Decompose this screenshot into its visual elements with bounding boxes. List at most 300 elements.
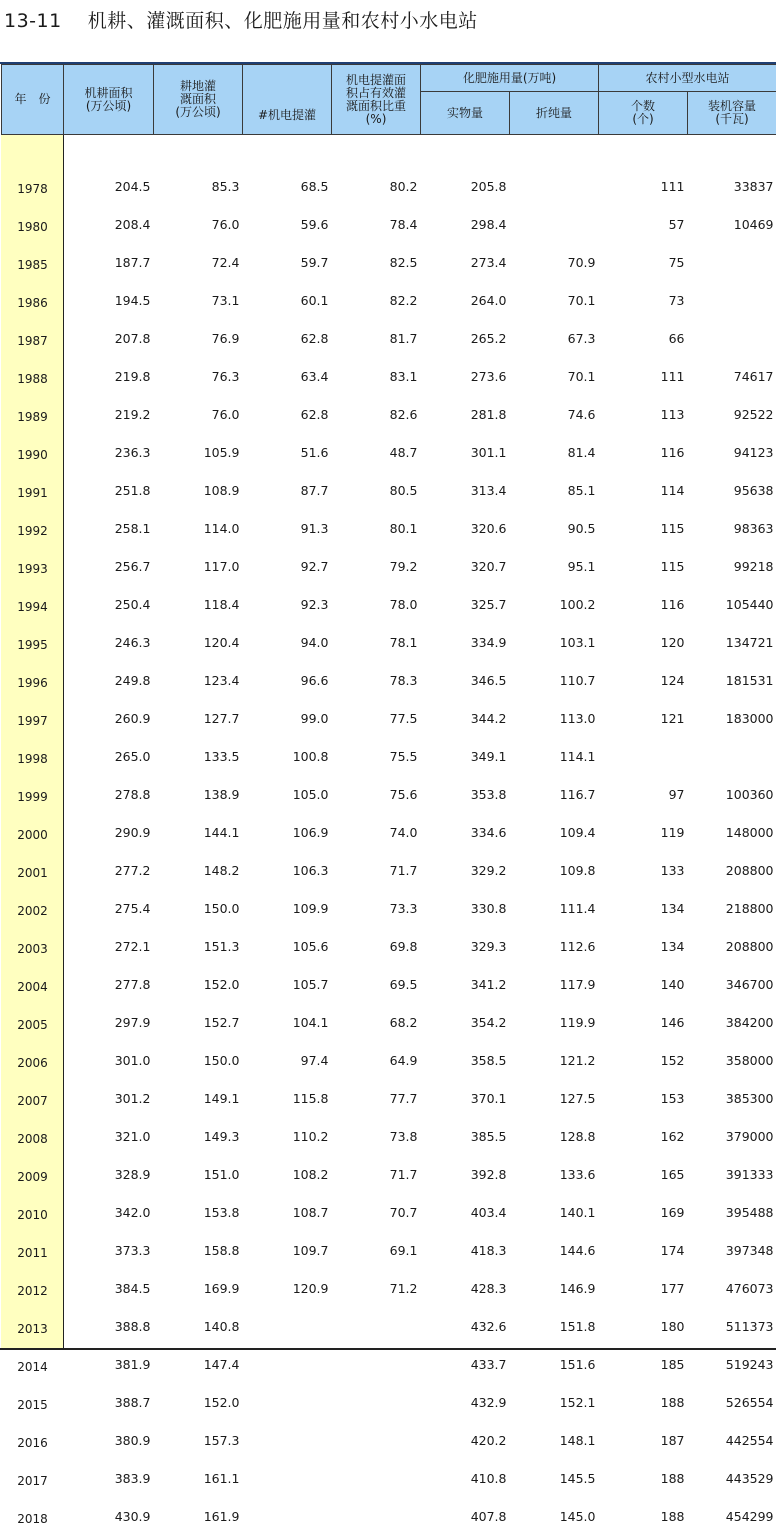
cell-mech-ratio: 77.7 <box>332 1079 421 1117</box>
cell-year: 1991 <box>2 471 64 509</box>
cell-hydro-count: 188 <box>599 1459 688 1497</box>
cell-mech-ratio <box>332 1307 421 1345</box>
table-row <box>2 661 776 699</box>
cell-mech-irrigated: 100.8 <box>243 737 332 775</box>
table-row <box>2 243 776 281</box>
table-row <box>2 927 776 965</box>
cell-fert-pure: 140.1 <box>510 1193 599 1231</box>
cell-machine-plough: 381.9 <box>64 1345 154 1383</box>
cell-hydro-count: 111 <box>599 357 688 395</box>
cell-fert-pure: 121.2 <box>510 1041 599 1079</box>
cell-hydro-count: 116 <box>599 433 688 471</box>
header-irrigated-area: 耕地灌 溉面积 (万公顷) <box>154 65 243 135</box>
cell-mech-ratio <box>332 1383 421 1421</box>
cell-year: 2009 <box>2 1155 64 1193</box>
table-row <box>2 965 776 1003</box>
cell-mech-ratio <box>332 1421 421 1459</box>
cell-fert-pure <box>510 205 599 243</box>
table-row <box>2 699 776 737</box>
cell-fert-pure: 145.5 <box>510 1459 599 1497</box>
cell-machine-plough: 272.1 <box>64 927 154 965</box>
cell-machine-plough: 384.5 <box>64 1269 154 1307</box>
cell-machine-plough: 342.0 <box>64 1193 154 1231</box>
cell-machine-plough: 388.7 <box>64 1383 154 1421</box>
page-title <box>4 6 478 33</box>
cell-hydro-count: 97 <box>599 775 688 813</box>
cell-year: 2010 <box>2 1193 64 1231</box>
cell-mech-irrigated: 92.7 <box>243 547 332 585</box>
cell-hydro-count: 119 <box>599 813 688 851</box>
cell-irrigated: 138.9 <box>154 775 243 813</box>
cell-irrigated: 151.0 <box>154 1155 243 1193</box>
cell-mech-irrigated: 106.9 <box>243 813 332 851</box>
table-row <box>2 395 776 433</box>
header-mech-irrigated: #机电提灌 <box>243 65 332 135</box>
cell-irrigated: 76.0 <box>154 395 243 433</box>
cell-year: 2001 <box>2 851 64 889</box>
cell-hydro-capacity <box>688 281 776 319</box>
cell-mech-irrigated: 60.1 <box>243 281 332 319</box>
cell-fert-physical: 281.8 <box>421 395 510 433</box>
cell-mech-ratio: 73.8 <box>332 1117 421 1155</box>
cell-hydro-capacity: 94123 <box>688 433 776 471</box>
cell-mech-irrigated: 63.4 <box>243 357 332 395</box>
cell-year: 2000 <box>2 813 64 851</box>
table-row <box>2 623 776 661</box>
table-row <box>2 357 776 395</box>
cell-year: 2013 <box>2 1307 64 1345</box>
cell-machine-plough: 277.8 <box>64 965 154 1003</box>
table-number: 13-11 <box>4 10 62 32</box>
cell-fert-physical: 334.9 <box>421 623 510 661</box>
cell-hydro-capacity <box>688 737 776 775</box>
cell-year: 2004 <box>2 965 64 1003</box>
cell-mech-ratio: 74.0 <box>332 813 421 851</box>
cell-irrigated: 147.4 <box>154 1345 243 1383</box>
table-title: 机耕、灌溉面积、化肥施用量和农村小水电站 <box>88 10 478 32</box>
cell-fert-pure: 133.6 <box>510 1155 599 1193</box>
cell-mech-ratio: 64.9 <box>332 1041 421 1079</box>
cell-year: 2008 <box>2 1117 64 1155</box>
cell-mech-ratio: 81.7 <box>332 319 421 357</box>
cell-irrigated: 152.0 <box>154 1383 243 1421</box>
cell-mech-irrigated <box>243 1345 332 1383</box>
cell-fert-physical: 344.2 <box>421 699 510 737</box>
header-fert-pure: 折纯量 <box>510 92 599 135</box>
cell-irrigated: 133.5 <box>154 737 243 775</box>
cell-fert-physical: 433.7 <box>421 1345 510 1383</box>
cell-hydro-capacity: 208800 <box>688 851 776 889</box>
cell-machine-plough: 373.3 <box>64 1231 154 1269</box>
cell-fert-pure: 109.8 <box>510 851 599 889</box>
cell-year: 1995 <box>2 623 64 661</box>
cell-machine-plough: 430.9 <box>64 1497 154 1535</box>
cell-irrigated: 76.9 <box>154 319 243 357</box>
cell-year: 2003 <box>2 927 64 965</box>
cell-fert-physical: 403.4 <box>421 1193 510 1231</box>
cell-machine-plough: 204.5 <box>64 167 154 205</box>
cell-mech-ratio <box>332 1497 421 1535</box>
cell-hydro-count: 140 <box>599 965 688 1003</box>
cell-hydro-count: 146 <box>599 1003 688 1041</box>
cell-fert-physical: 325.7 <box>421 585 510 623</box>
cell-hydro-count: 153 <box>599 1079 688 1117</box>
cell-hydro-capacity <box>688 243 776 281</box>
cell-hydro-count: 115 <box>599 547 688 585</box>
cell-irrigated: 161.9 <box>154 1497 243 1535</box>
table-row <box>2 205 776 243</box>
cell-irrigated: 105.9 <box>154 433 243 471</box>
cell-hydro-capacity: 443529 <box>688 1459 776 1497</box>
cell-fert-pure: 128.8 <box>510 1117 599 1155</box>
table-row <box>2 1459 776 1497</box>
cell-fert-pure <box>510 167 599 205</box>
cell-mech-ratio <box>332 1459 421 1497</box>
table-row <box>2 319 776 357</box>
cell-machine-plough: 246.3 <box>64 623 154 661</box>
cell-fert-pure: 103.1 <box>510 623 599 661</box>
cell-mech-ratio: 48.7 <box>332 433 421 471</box>
cell-mech-ratio: 75.5 <box>332 737 421 775</box>
cell-fert-physical: 370.1 <box>421 1079 510 1117</box>
cell-mech-ratio: 82.2 <box>332 281 421 319</box>
cell-hydro-count: 188 <box>599 1383 688 1421</box>
cell-irrigated: 140.8 <box>154 1307 243 1345</box>
table-row <box>2 433 776 471</box>
cell-hydro-capacity: 148000 <box>688 813 776 851</box>
cell-mech-irrigated <box>243 1421 332 1459</box>
cell-machine-plough: 250.4 <box>64 585 154 623</box>
cell-irrigated: 150.0 <box>154 1041 243 1079</box>
cell-mech-ratio <box>332 1345 421 1383</box>
cell-fert-physical: 341.2 <box>421 965 510 1003</box>
cell-irrigated: 148.2 <box>154 851 243 889</box>
cell-irrigated: 73.1 <box>154 281 243 319</box>
cell-hydro-count: 113 <box>599 395 688 433</box>
table-row <box>2 1003 776 1041</box>
cell-fert-pure: 152.1 <box>510 1383 599 1421</box>
cell-fert-physical: 432.9 <box>421 1383 510 1421</box>
table-row <box>2 585 776 623</box>
cell-machine-plough: 187.7 <box>64 243 154 281</box>
cell-fert-physical: 353.8 <box>421 775 510 813</box>
cell-irrigated: 85.3 <box>154 167 243 205</box>
cell-year: 1978 <box>2 167 64 205</box>
cell-mech-irrigated: 120.9 <box>243 1269 332 1307</box>
cell-mech-irrigated: 59.6 <box>243 205 332 243</box>
cell-hydro-count: 187 <box>599 1421 688 1459</box>
cell-irrigated: 120.4 <box>154 623 243 661</box>
cell-irrigated: 123.4 <box>154 661 243 699</box>
cell-irrigated: 72.4 <box>154 243 243 281</box>
cell-hydro-count: 111 <box>599 167 688 205</box>
table-row <box>2 737 776 775</box>
cell-fert-physical: 205.8 <box>421 167 510 205</box>
cell-year: 1980 <box>2 205 64 243</box>
table-row <box>2 1041 776 1079</box>
cell-fert-physical: 428.3 <box>421 1269 510 1307</box>
table-header <box>2 65 776 135</box>
header-hydro-count: 个数 (个) <box>599 92 688 135</box>
header-mech-irrigation-ratio: 机电提灌面 积占有效灌 溉面积比重 (%) <box>332 65 421 135</box>
cell-mech-irrigated: 115.8 <box>243 1079 332 1117</box>
cell-hydro-count: 57 <box>599 205 688 243</box>
cell-machine-plough: 249.8 <box>64 661 154 699</box>
cell-fert-physical: 320.6 <box>421 509 510 547</box>
cell-mech-irrigated: 97.4 <box>243 1041 332 1079</box>
cell-fert-pure: 113.0 <box>510 699 599 737</box>
table-row <box>2 1079 776 1117</box>
cell-mech-ratio: 82.5 <box>332 243 421 281</box>
cell-irrigated: 76.0 <box>154 205 243 243</box>
cell-hydro-capacity: 519243 <box>688 1345 776 1383</box>
cell-irrigated: 149.1 <box>154 1079 243 1117</box>
header-hydro-capacity: 装机容量 (千瓦) <box>688 92 776 135</box>
cell-mech-ratio: 71.7 <box>332 851 421 889</box>
table-row <box>2 547 776 585</box>
cell-mech-ratio: 78.4 <box>332 205 421 243</box>
table-row <box>2 889 776 927</box>
cell-hydro-capacity: 346700 <box>688 965 776 1003</box>
cell-fert-pure: 100.2 <box>510 585 599 623</box>
cell-year: 2006 <box>2 1041 64 1079</box>
table-row <box>2 1193 776 1231</box>
cell-fert-pure: 81.4 <box>510 433 599 471</box>
cell-fert-pure: 127.5 <box>510 1079 599 1117</box>
cell-mech-ratio: 73.3 <box>332 889 421 927</box>
cell-fert-physical: 298.4 <box>421 205 510 243</box>
cell-hydro-capacity <box>688 319 776 357</box>
cell-mech-irrigated: 105.6 <box>243 927 332 965</box>
cell-hydro-count: 174 <box>599 1231 688 1269</box>
table-row <box>2 1307 776 1345</box>
cell-fert-physical: 432.6 <box>421 1307 510 1345</box>
cell-hydro-count: 120 <box>599 623 688 661</box>
cell-mech-irrigated: 104.1 <box>243 1003 332 1041</box>
cell-fert-pure: 116.7 <box>510 775 599 813</box>
cell-hydro-count: 169 <box>599 1193 688 1231</box>
cell-irrigated: 161.1 <box>154 1459 243 1497</box>
cell-mech-irrigated: 109.7 <box>243 1231 332 1269</box>
cell-year: 2017 <box>2 1459 64 1497</box>
cell-hydro-capacity: 208800 <box>688 927 776 965</box>
cell-machine-plough: 328.9 <box>64 1155 154 1193</box>
cell-fert-pure: 85.1 <box>510 471 599 509</box>
cell-fert-pure: 109.4 <box>510 813 599 851</box>
cell-fert-physical: 301.1 <box>421 433 510 471</box>
cell-fert-pure: 112.6 <box>510 927 599 965</box>
cell-year: 1990 <box>2 433 64 471</box>
cell-mech-ratio: 75.6 <box>332 775 421 813</box>
cell-fert-physical: 354.2 <box>421 1003 510 1041</box>
cell-irrigated: 127.7 <box>154 699 243 737</box>
cell-hydro-capacity: 395488 <box>688 1193 776 1231</box>
cell-hydro-capacity: 384200 <box>688 1003 776 1041</box>
cell-irrigated: 169.9 <box>154 1269 243 1307</box>
cell-year: 2012 <box>2 1269 64 1307</box>
cell-hydro-capacity: 10469 <box>688 205 776 243</box>
table-row <box>2 1345 776 1383</box>
cell-hydro-count: 73 <box>599 281 688 319</box>
table-row <box>2 1117 776 1155</box>
cell-machine-plough: 301.0 <box>64 1041 154 1079</box>
header-fertilizer: 化肥施用量(万吨) <box>421 65 599 92</box>
cell-machine-plough: 275.4 <box>64 889 154 927</box>
cell-year: 2016 <box>2 1421 64 1459</box>
cell-fert-pure: 70.9 <box>510 243 599 281</box>
cell-irrigated: 76.3 <box>154 357 243 395</box>
cell-fert-physical: 392.8 <box>421 1155 510 1193</box>
cell-fert-pure: 148.1 <box>510 1421 599 1459</box>
cell-mech-irrigated: 108.7 <box>243 1193 332 1231</box>
cell-irrigated: 158.8 <box>154 1231 243 1269</box>
cell-mech-ratio: 80.2 <box>332 167 421 205</box>
cell-year: 1993 <box>2 547 64 585</box>
cell-fert-pure: 144.6 <box>510 1231 599 1269</box>
cell-fert-pure: 117.9 <box>510 965 599 1003</box>
cell-year: 1996 <box>2 661 64 699</box>
cell-year: 2005 <box>2 1003 64 1041</box>
cell-hydro-count: 124 <box>599 661 688 699</box>
cell-machine-plough: 256.7 <box>64 547 154 585</box>
cell-fert-physical: 334.6 <box>421 813 510 851</box>
table-body <box>2 135 776 1535</box>
cell-mech-ratio: 77.5 <box>332 699 421 737</box>
cell-fert-pure: 151.6 <box>510 1345 599 1383</box>
cell-mech-ratio: 71.7 <box>332 1155 421 1193</box>
bottom-rule <box>0 1348 776 1350</box>
table-row <box>2 775 776 813</box>
cell-machine-plough: 260.9 <box>64 699 154 737</box>
cell-machine-plough: 278.8 <box>64 775 154 813</box>
cell-fert-physical: 313.4 <box>421 471 510 509</box>
header-machine-plough-area: 机耕面积 (万公顷) <box>64 65 154 135</box>
cell-fert-physical: 273.4 <box>421 243 510 281</box>
cell-machine-plough: 194.5 <box>64 281 154 319</box>
cell-hydro-count: 75 <box>599 243 688 281</box>
cell-mech-irrigated: 105.7 <box>243 965 332 1003</box>
cell-hydro-capacity: 442554 <box>688 1421 776 1459</box>
cell-irrigated: 150.0 <box>154 889 243 927</box>
table-row <box>2 1269 776 1307</box>
cell-hydro-count: 133 <box>599 851 688 889</box>
cell-mech-irrigated: 105.0 <box>243 775 332 813</box>
cell-fert-physical: 264.0 <box>421 281 510 319</box>
cell-hydro-count: 134 <box>599 889 688 927</box>
cell-hydro-count: 114 <box>599 471 688 509</box>
cell-hydro-count: 121 <box>599 699 688 737</box>
cell-hydro-count: 180 <box>599 1307 688 1345</box>
cell-mech-ratio: 68.2 <box>332 1003 421 1041</box>
cell-year: 1987 <box>2 319 64 357</box>
cell-mech-irrigated: 110.2 <box>243 1117 332 1155</box>
cell-hydro-count: 162 <box>599 1117 688 1155</box>
cell-machine-plough: 258.1 <box>64 509 154 547</box>
cell-hydro-count <box>599 737 688 775</box>
cell-year: 1989 <box>2 395 64 433</box>
cell-hydro-capacity: 33837 <box>688 167 776 205</box>
cell-mech-irrigated: 99.0 <box>243 699 332 737</box>
cell-machine-plough: 383.9 <box>64 1459 154 1497</box>
cell-irrigated: 157.3 <box>154 1421 243 1459</box>
cell-fert-pure: 90.5 <box>510 509 599 547</box>
cell-fert-pure: 111.4 <box>510 889 599 927</box>
cell-year: 1985 <box>2 243 64 281</box>
cell-hydro-capacity: 134721 <box>688 623 776 661</box>
cell-year: 2007 <box>2 1079 64 1117</box>
cell-year: 2011 <box>2 1231 64 1269</box>
cell-mech-irrigated: 59.7 <box>243 243 332 281</box>
cell-hydro-capacity: 74617 <box>688 357 776 395</box>
cell-fert-physical: 420.2 <box>421 1421 510 1459</box>
cell-hydro-capacity: 391333 <box>688 1155 776 1193</box>
cell-year: 1997 <box>2 699 64 737</box>
cell-mech-irrigated <box>243 1459 332 1497</box>
cell-year: 2014 <box>2 1345 64 1383</box>
cell-hydro-capacity: 98363 <box>688 509 776 547</box>
cell-fert-pure: 145.0 <box>510 1497 599 1535</box>
cell-machine-plough: 219.2 <box>64 395 154 433</box>
cell-fert-physical: 329.3 <box>421 927 510 965</box>
statistics-table <box>1 64 776 1535</box>
cell-mech-irrigated: 91.3 <box>243 509 332 547</box>
cell-fert-pure: 146.9 <box>510 1269 599 1307</box>
table-row <box>2 471 776 509</box>
cell-mech-irrigated <box>243 1383 332 1421</box>
table-row <box>2 1497 776 1535</box>
cell-machine-plough: 290.9 <box>64 813 154 851</box>
table-row <box>2 167 776 205</box>
cell-year: 1988 <box>2 357 64 395</box>
cell-mech-ratio: 80.1 <box>332 509 421 547</box>
cell-machine-plough: 207.8 <box>64 319 154 357</box>
cell-hydro-count: 185 <box>599 1345 688 1383</box>
cell-hydro-capacity: 476073 <box>688 1269 776 1307</box>
table-row <box>2 813 776 851</box>
cell-hydro-capacity: 526554 <box>688 1383 776 1421</box>
cell-fert-physical: 385.5 <box>421 1117 510 1155</box>
header-fert-physical: 实物量 <box>421 92 510 135</box>
cell-mech-irrigated <box>243 1497 332 1535</box>
cell-mech-ratio: 69.1 <box>332 1231 421 1269</box>
cell-fert-physical: 265.2 <box>421 319 510 357</box>
cell-year: 1994 <box>2 585 64 623</box>
cell-fert-pure: 119.9 <box>510 1003 599 1041</box>
cell-fert-pure: 70.1 <box>510 281 599 319</box>
cell-fert-pure: 110.7 <box>510 661 599 699</box>
cell-machine-plough: 219.8 <box>64 357 154 395</box>
cell-mech-ratio: 80.5 <box>332 471 421 509</box>
cell-hydro-capacity: 181531 <box>688 661 776 699</box>
cell-machine-plough: 251.8 <box>64 471 154 509</box>
cell-year: 2015 <box>2 1383 64 1421</box>
cell-machine-plough: 236.3 <box>64 433 154 471</box>
cell-hydro-capacity: 358000 <box>688 1041 776 1079</box>
header-year: 年 份 <box>2 65 64 135</box>
cell-mech-irrigated: 68.5 <box>243 167 332 205</box>
cell-fert-physical: 330.8 <box>421 889 510 927</box>
cell-hydro-count: 66 <box>599 319 688 357</box>
cell-irrigated: 114.0 <box>154 509 243 547</box>
cell-mech-ratio: 70.7 <box>332 1193 421 1231</box>
cell-hydro-capacity: 397348 <box>688 1231 776 1269</box>
cell-mech-ratio: 69.8 <box>332 927 421 965</box>
cell-year: 2018 <box>2 1497 64 1535</box>
cell-machine-plough: 380.9 <box>64 1421 154 1459</box>
cell-mech-irrigated: 106.3 <box>243 851 332 889</box>
cell-irrigated: 144.1 <box>154 813 243 851</box>
cell-hydro-capacity: 454299 <box>688 1497 776 1535</box>
